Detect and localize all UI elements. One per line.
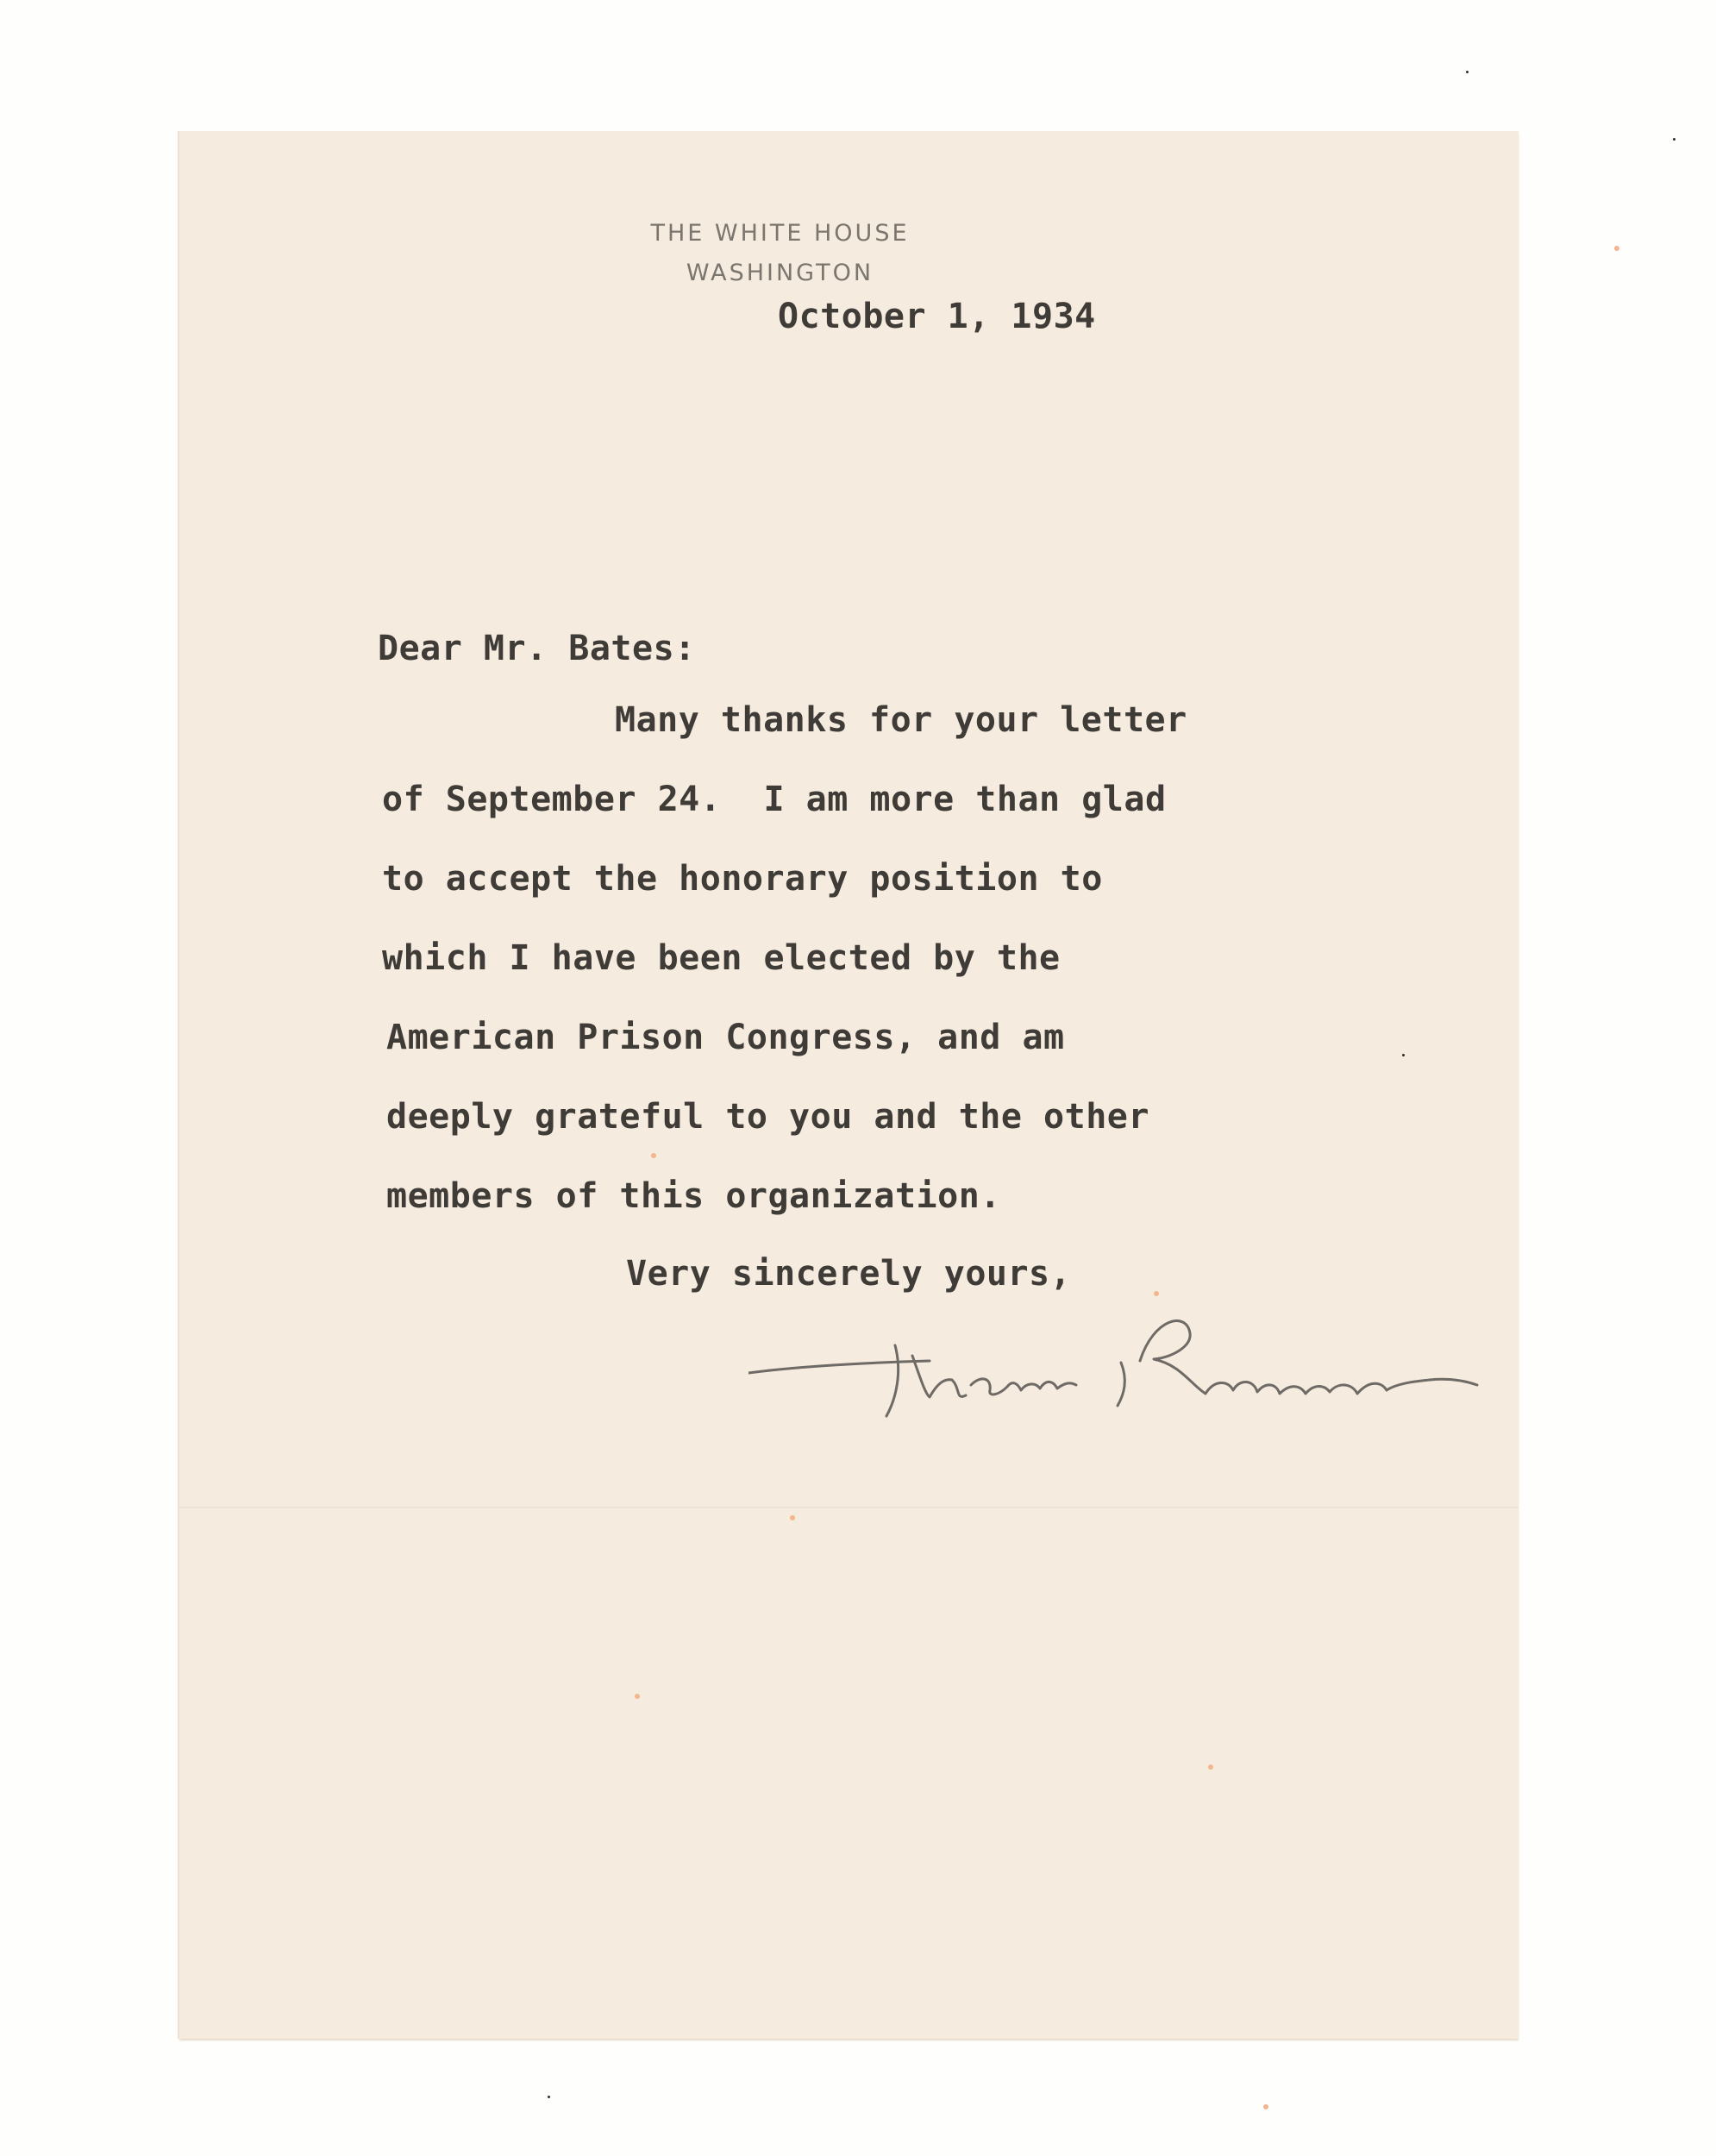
paper-speck [651, 1153, 656, 1158]
background-dust [548, 2096, 550, 2098]
letterhead-line-1: THE WHITE HOUSE [650, 220, 910, 247]
body-line-5: American Prison Congress, and am [386, 1018, 1065, 1057]
body-line-7: members of this organization. [386, 1176, 1001, 1216]
handwritten-signature [748, 1311, 1507, 1440]
paper-speck [1154, 1291, 1159, 1296]
background-dust [1673, 138, 1675, 141]
paper-dust [1402, 1054, 1405, 1056]
letterhead-line-2: WASHINGTON [686, 260, 874, 286]
body-line-3: to accept the honorary position to [382, 859, 1103, 899]
paper-speck [635, 1694, 640, 1699]
closing: Very sincerely yours, [626, 1254, 1072, 1294]
paper-speck [1208, 1764, 1213, 1770]
body-line-4: which I have been elected by the [382, 938, 1061, 978]
background-speck [1263, 2104, 1268, 2109]
salutation: Dear Mr. Bates: [378, 629, 696, 668]
body-line-2: of September 24. I am more than glad [382, 780, 1167, 819]
letter-date: October 1, 1934 [778, 297, 1096, 336]
body-line-6: deeply grateful to you and the other [386, 1097, 1149, 1137]
paper-fold-line [179, 1507, 1519, 1508]
paper-speck [790, 1515, 795, 1520]
body-line-1: Many thanks for your letter [615, 700, 1187, 740]
background-dust [1466, 71, 1469, 73]
letter-sheet [179, 131, 1519, 2039]
background-speck [1614, 246, 1619, 251]
